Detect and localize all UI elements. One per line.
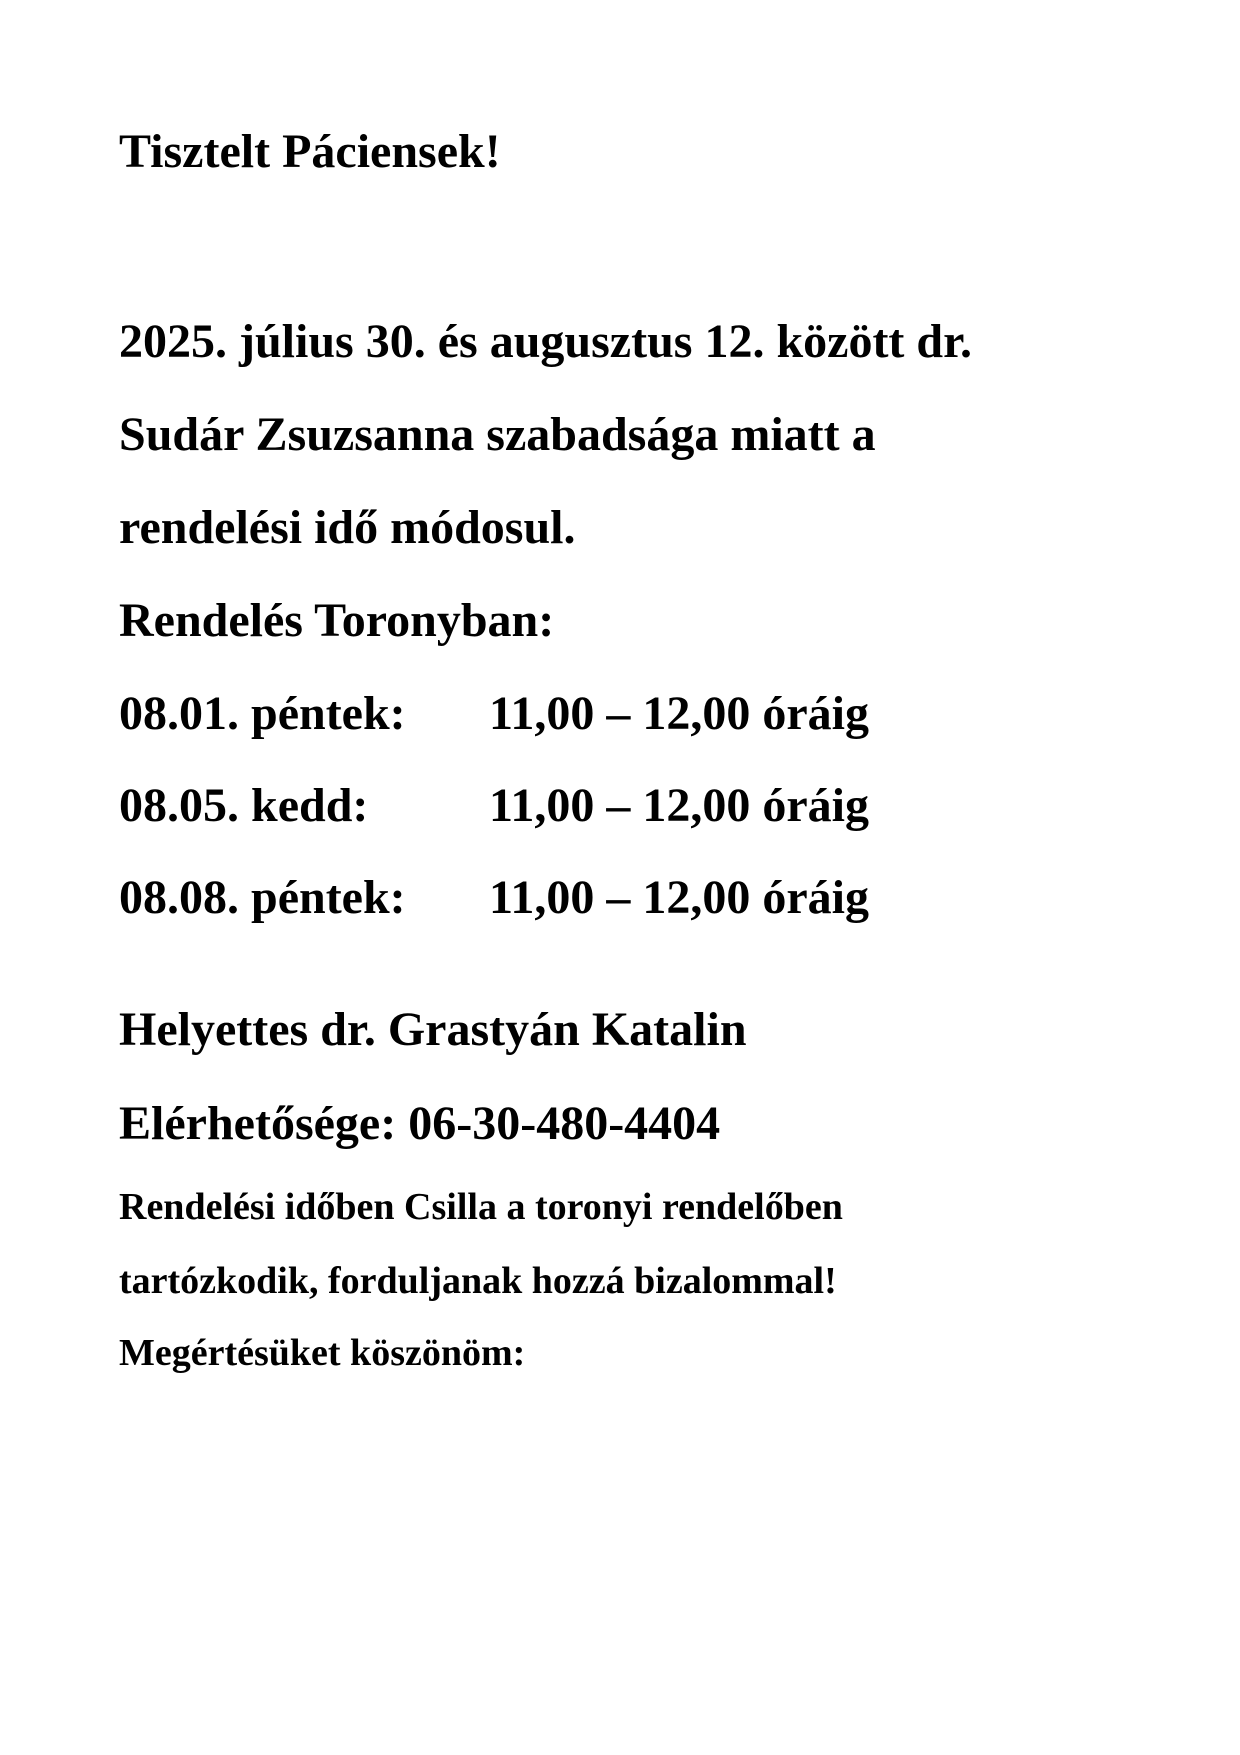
greeting: Tisztelt Páciensek!: [119, 125, 501, 178]
schedule-date-3: 08.08. péntek:: [119, 871, 406, 924]
announcement-line-2: Sudár Zsuzsanna szabadsága miatt a: [119, 408, 876, 461]
announcement-line-3: rendelési idő módosul.: [119, 501, 576, 554]
announcement-line-1: 2025. július 30. és augusztus 12. között dr.: [119, 315, 973, 368]
schedule-time-2: 11,00 – 12,00 óráig: [489, 779, 869, 832]
schedule-date-2: 08.05. kedd:: [119, 779, 369, 832]
schedule-time-3: 11,00 – 12,00 óráig: [489, 871, 869, 924]
closing-line: Megértésüket köszönöm:: [119, 1332, 526, 1374]
substitute-doctor: Helyettes dr. Grastyán Katalin: [119, 1003, 747, 1056]
note-line-1: Rendelési időben Csilla a toronyi rendelőben: [119, 1186, 843, 1228]
note-line-2: tartózkodik, forduljanak hozzá bizalommal!: [119, 1260, 837, 1302]
schedule-date-1: 08.01. péntek:: [119, 687, 406, 740]
contact-phone: Elérhetősége: 06-30-480-4404: [119, 1097, 721, 1150]
schedule-time-1: 11,00 – 12,00 óráig: [489, 687, 869, 740]
schedule-heading: Rendelés Toronyban:: [119, 594, 555, 647]
